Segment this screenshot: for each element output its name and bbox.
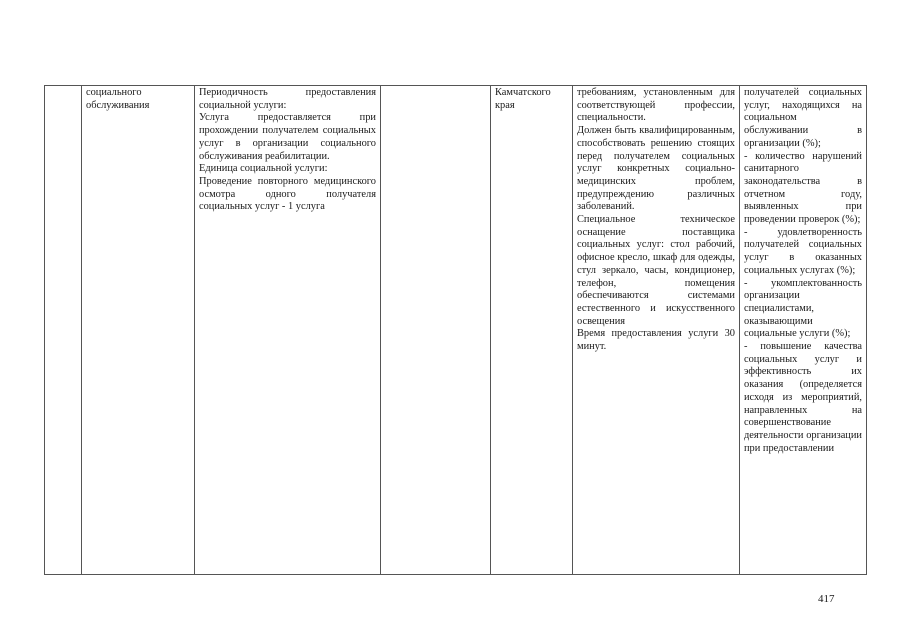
text-line: социального [86, 87, 142, 98]
paragraph: Единица социальной услуги: [199, 163, 328, 175]
table-cell-service-description [195, 86, 381, 575]
table-cell-region [491, 86, 573, 575]
paragraph: - количество нарушений санитарного законодательства в отчетном году, выявленных при проведении проверок (%); [744, 150, 862, 226]
cell-text [577, 87, 735, 354]
paragraph: требованиям, установленным для соответствующей профессии, специальности. [577, 87, 735, 124]
cell-text [744, 87, 862, 455]
paragraph: - удовлетворенность получателей социальных услуг в оказанных социальных услугах (%); [744, 226, 862, 276]
table-cell-service-name [82, 86, 195, 575]
paragraph: Должен быть квалифицированным, способствовать решению стоящих перед получателем социальных услуг конкретных социально-медицинских проблем, предупреждению различных заболеваний. [577, 125, 735, 213]
table-cell-empty [381, 86, 491, 575]
table-cell-conditions [573, 86, 740, 575]
table-row [45, 86, 867, 575]
cell-text [199, 87, 376, 214]
text-line: обслуживания [86, 99, 150, 111]
table-cell-number [45, 86, 82, 575]
page-number: 417 [818, 593, 835, 605]
cell-text [495, 87, 568, 112]
paragraph: Специальное техническое оснащение поставщика социальных услуг: стол рабочий, офисное кресло, шкаф для одежды, стул зеркало, часы, кондиционер, телефон, помещения обеспечиваются системами естественного и искусственного освещения [577, 214, 735, 327]
paragraph: Камчатского края [495, 87, 551, 111]
paragraph: - повышение качества социальных услуг и эффективность их оказания (определяется исходя из мероприятий, направленных на совершенствование деятельности организации при предоставлении [744, 341, 862, 454]
cell-text [86, 87, 190, 112]
table-cell-indicators [740, 86, 867, 575]
paragraph: Проведение повторного медицинского осмотра одного получателя социальных услуг - 1 услуга [199, 175, 376, 213]
paragraph: - укомплектованность организации специалистами, оказывающими социальные услуги (%); [744, 277, 862, 340]
paragraph: Периодичность предоставления социальной услуги: [199, 87, 376, 111]
paragraph: Время предоставления услуги 30 минут. [577, 328, 735, 353]
services-table [44, 85, 867, 575]
paragraph: Услуга предоставляется при прохождении получателем социальных услуг в организации социального обслуживания реабилитации. [199, 112, 376, 162]
paragraph: получателей социальных услуг, находящихся на социальном обслуживании в организации (%); [744, 87, 862, 149]
